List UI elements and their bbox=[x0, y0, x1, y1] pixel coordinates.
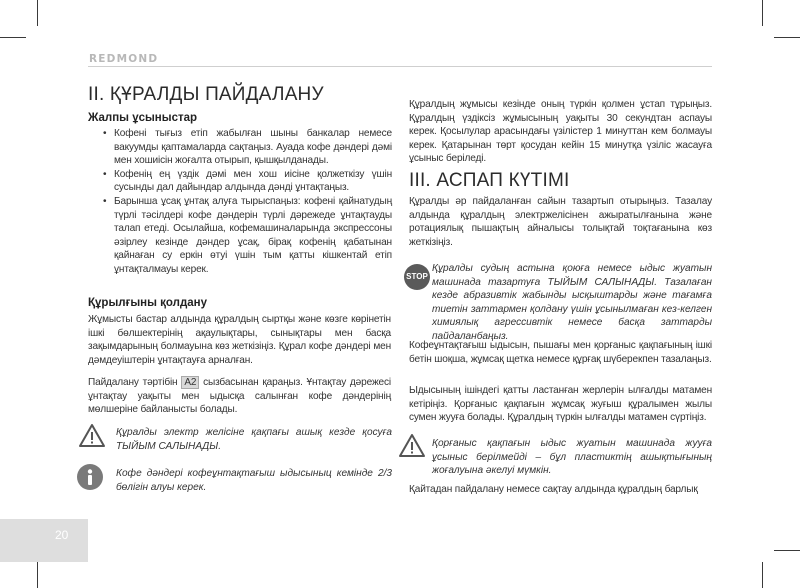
crop-mark bbox=[37, 0, 38, 26]
crop-mark bbox=[0, 37, 26, 38]
stop-note: Құралды судың астына қоюға немесе ыдыс жуатын машинада тазартуға ТЫЙЫМ САЛЫНАДЫ. Тазалаған кезде абразивтік жабынды ысқыштарды және тағамға тиетін заттармен қолдану үшін ұсынылмаған кез-келген химиялық агрессивтік немесе басқа заттарды пайдаланбаңыз. bbox=[432, 263, 712, 342]
recommendations-list bbox=[100, 127, 392, 277]
usage-paragraph-2-start: Пайдалану тәртібін bbox=[88, 377, 178, 388]
crop-mark bbox=[762, 562, 763, 588]
crop-mark bbox=[774, 37, 800, 38]
crop-mark bbox=[774, 550, 800, 551]
header-divider bbox=[88, 66, 712, 67]
brand-logo: REDMOND bbox=[89, 53, 159, 65]
general-recommendations-heading: Жалпы ұсыныстар bbox=[88, 112, 198, 124]
operation-paragraph: Құралдың жұмысы кезінде оның түркін қолмен ұстап тұрыңыз. Құралдың үздіксіз жұмысының уақыты 30 секундтан аспауы керек. Қосылулар арасындағы үзілістер 1 минуттан кем болмауы керек. Қатарынан төрт қосудан кейін 15 минутқа үзіліс жасауға ұсыныс беріледі. bbox=[409, 99, 712, 165]
crop-mark bbox=[37, 562, 38, 588]
section-title-care: III. АСПАП КҮТІМІ bbox=[409, 170, 570, 191]
cleaning-paragraph-2: Ыдысының ішіндегі қатты ластанған жерлерін ылғалды матамен кетіріңіз. Қорғаныс қақпағын жұмсақ жуғыш құралымен жылы сумен жууға болады. Құралдың түркін ылғалды матамен сүртіңіз. bbox=[409, 385, 712, 424]
usage-paragraph-2-end: сызбасынан қараңыз. Ұнтақтау дәрежесі ұнтақтау уақыты мен ыдысқа салынған кофе дәндерінің мөлшеріне байланысты болады. bbox=[88, 377, 392, 416]
page-number-tab bbox=[0, 519, 88, 562]
recommendations-list-wrap bbox=[100, 127, 392, 277]
warning-icon bbox=[398, 433, 426, 458]
device-usage-heading: Құрылғыны қолдану bbox=[88, 297, 207, 309]
list-item: • Кофені тығыз етіп жабылған шыны банкалар немесе вакуумды қаптамаларда сақтаңыз. Ауада кофе дәндері дәмі мен хошиісін жоғалта отырып, қышқылданады. bbox=[100, 127, 392, 168]
final-paragraph: Қайтадан пайдалану немесе сақтау алдында құралдың барлық bbox=[409, 484, 698, 495]
info-note: Кофе дәндері кофеұнтақтағыш ыдысыныц кемінде 2/3 бөлігін алуы керек. bbox=[116, 468, 392, 493]
page-number: 20 bbox=[55, 528, 69, 542]
lid-warning-note: Қорғаныс қақпағын ыдыс жуатын машинада жууға ұсыныс берілмейді – бұл пластиктің ашықтығының жоғалуына әкелуі мүмкін. bbox=[432, 438, 712, 477]
stop-icon: STOP bbox=[404, 264, 430, 290]
care-paragraph: Құралды әр пайдаланған сайын тазартып отырыңыз. Тазалау алдында құралдың электржелісінен ажыратылғанына және ротациялық пышақтың айналысы толықтай тоқтағанына көз жеткізіңіз. bbox=[409, 196, 712, 248]
usage-paragraph-2 bbox=[88, 376, 391, 417]
usage-paragraph-1: Жұмысты бастар алдында құралдың сыртқы және көзге көрінетін ішкі бөлшектерінің ақаулықтары, сынықтары мен басқа зақымдарының болмауына көз жеткізіңіз. Құрал кофе дәндері мен дәмдеуіштерін ұнтақтауға арналған. bbox=[88, 314, 391, 366]
cleaning-paragraph-1: Кофеұнтақтағыш ыдысын, пышағы мен қорғаныс қақпағының ішкі бетін шоқша, жұмсақ щетка немесе құрғақ шүберекпен тазалаңыз. bbox=[409, 340, 712, 365]
list-item: • Барынша ұсақ ұнтақ алуға тырыспаңыз: кофені қайнатудың түрлі тәсілдері кофе дәндерін түрлі дәрежеде ұнтақтауды талап етеді. Осылайша, кофемашиналарында экспрессоны әзірлеу кезінде дәндер ұсақ, бірақ кофенің қабатынан қайнаған су еркін өтуі үшін тым қатты кішкентай етіп ұнтақталмауы керек. bbox=[100, 195, 392, 277]
warning-icon bbox=[78, 423, 106, 448]
info-icon bbox=[77, 464, 103, 490]
figure-ref-a2: A2 bbox=[181, 376, 199, 389]
section-title-usage: II. ҚҰРАЛДЫ ПАЙДАЛАНУ bbox=[88, 84, 324, 105]
warning-note: Құралды электр желісіне қақпағы ашық кезде қосуға ТЫЙЫМ САЛЫНАДЫ. bbox=[116, 427, 392, 452]
crop-mark bbox=[762, 0, 763, 26]
list-item: • Кофенің ең үздік дәмі мен хош иісіне қолжеткізу үшін сусынды дал дайындар алдында дәнді ұнтақтаңыз. bbox=[100, 168, 392, 195]
